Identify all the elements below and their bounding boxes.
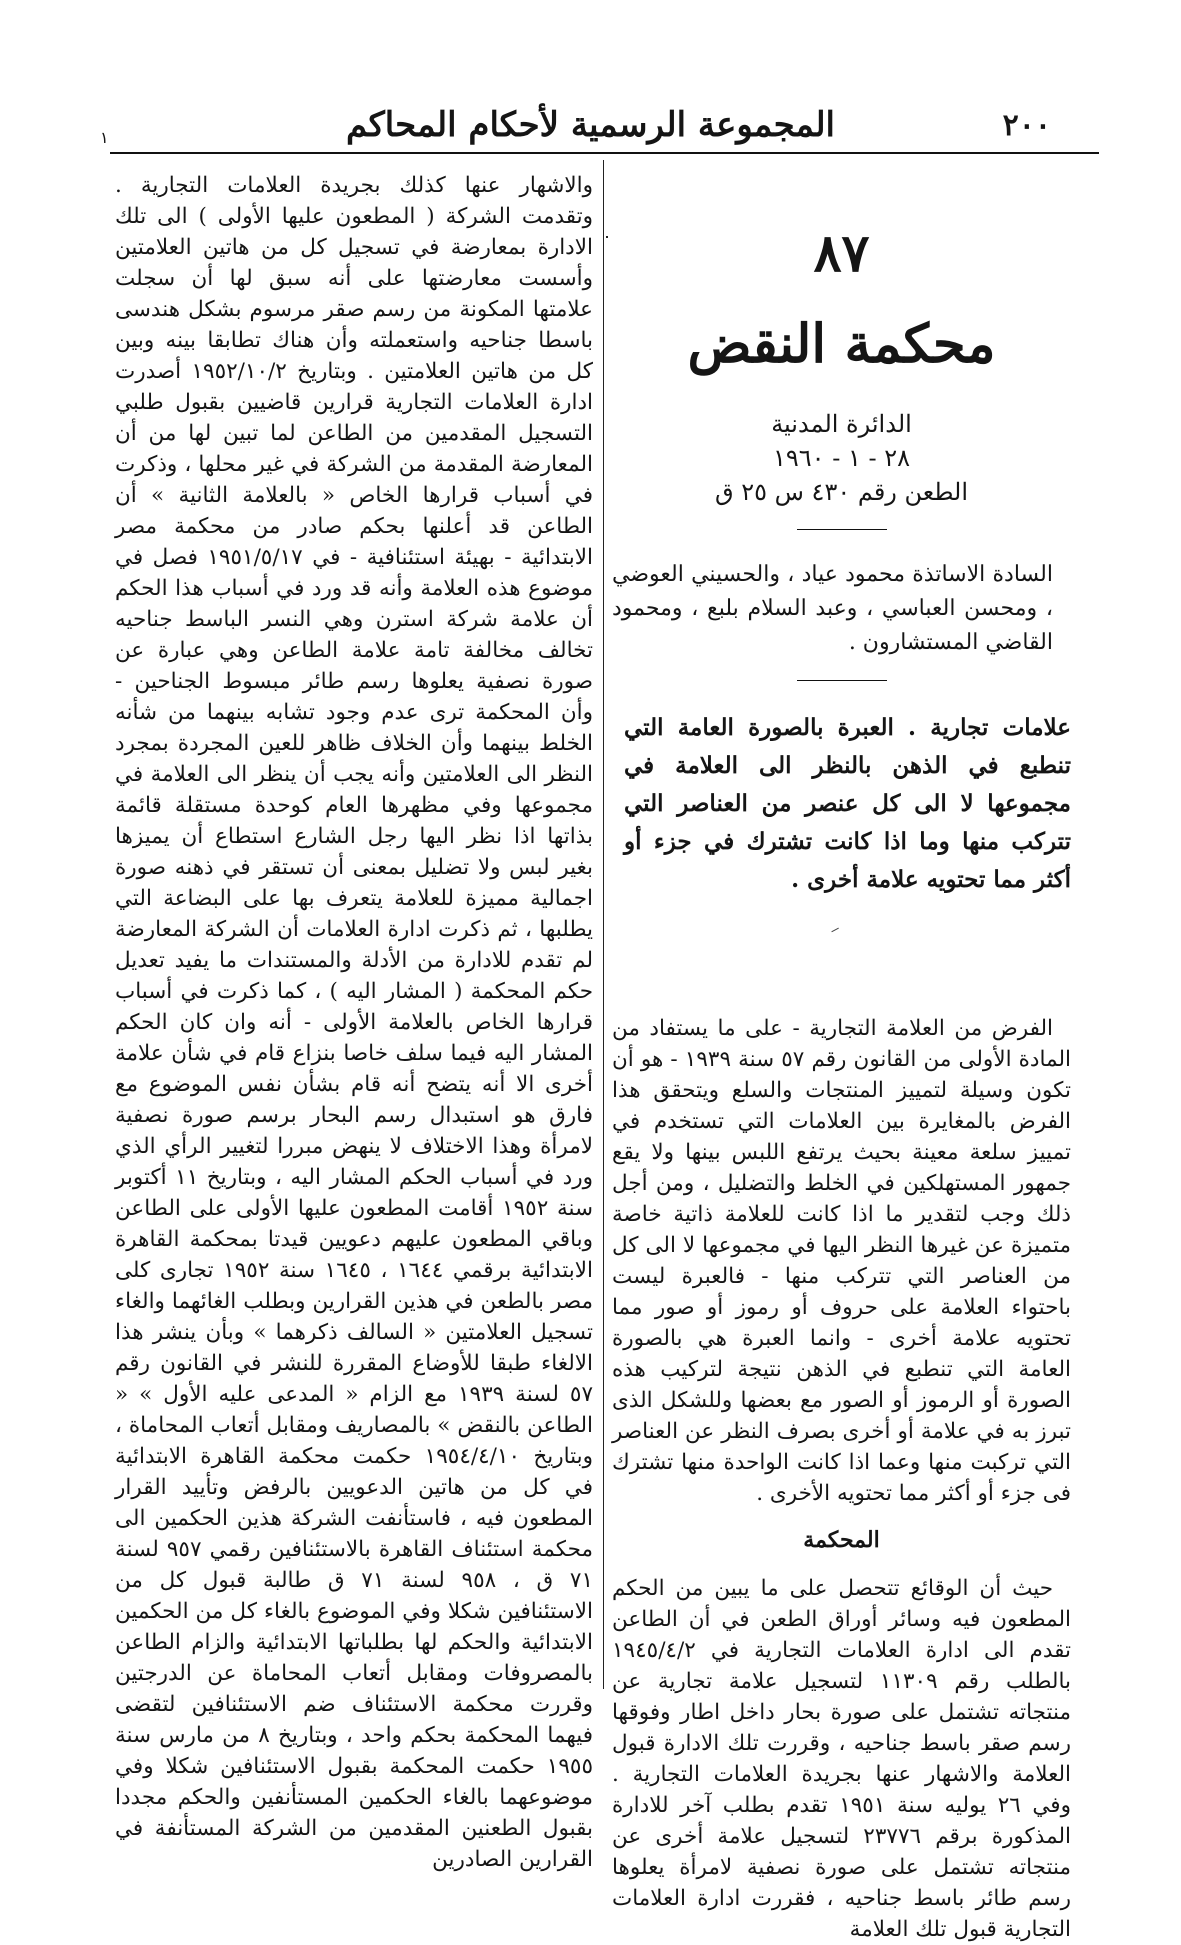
section-title: المحكمة (803, 1527, 880, 1553)
short-rule (797, 529, 887, 530)
running-title: المجموعة الرسمية لأحكام المحاكم (345, 105, 836, 145)
short-rule (797, 680, 887, 681)
decision-number: ٨٧ (813, 223, 870, 284)
decision-date: ٢٨ - ١ - ١٩٦٠ (773, 444, 910, 472)
case-meta (612, 407, 1071, 509)
chamber-name: الدائرة المدنية (771, 410, 912, 438)
left-column-text (115, 170, 593, 1875)
court-name: محكمة النقض (687, 313, 996, 375)
appeal-number: الطعن رقم ٤٣٠ س ٢٥ ق (714, 478, 969, 506)
headnote: علامات تجارية . العبرة بالصورة العامة التي تنطبع في الذهن بالنظر الى العلامة في مجموعها لا الى كل عنصر من العناصر التي تتركب منها وما اذا كانت تشترك في جزء أو أكثر مما تحتويه علامة أخرى . (624, 714, 1071, 893)
judges-list: السادة الاساتذة محمود عياد ، والحسيني العوضي ، ومحسن العباسي ، وعبد السلام بلبع ، ومحمود القاضي المستشارون . (612, 562, 1053, 655)
small-divider-mark (807, 929, 877, 941)
column-dot-mark (606, 236, 608, 238)
left-column (115, 170, 594, 1872)
column-divider (603, 160, 604, 1689)
facts-paragraph: حيث أن الوقائع تتحصل على ما يبين من الحكم المطعون فيه وسائر أوراق الطعن في أن الطاعن تقدم الى ادارة العلامات التجارية في ١٩٤٥/٤/٢ بالطلب رقم ١١٣٠٩ لتسجيل علامة تجارية عن منتجاته تشتمل على صورة بحار داخل اطار وفوقها رسم صقر باسط جناحيه ، وقررت تلك الادارة قبول العلامة والاشهار عنها بجريدة العلامات التجارية . وفي ٢٦ يوليه سنة ١٩٥١ تقدم بطلب آخر للادارة المذكورة برقم ٢٣٧٧٦ لتسجيل علامة أخرى عن منتجاته تشتمل على صورة نصفية لامرأة يعلوها رسم طائر باسط جناحيه ، فقررت ادارة العلامات التجارية قبول تلك العلامة (612, 1576, 1071, 1942)
header-mark: ١ (100, 128, 109, 147)
left-column-paragraph: والاشهار عنها كذلك بجريدة العلامات التجارية . وتقدمت الشركة ( المطعون عليها الأولى ) الى تلك الادارة بمعارضة في تسجيل كل من هاتين العلامتين وأسست معارضتها على أنه سبق لها أن سجلت علامتها المكونة من رسم صقر مرسوم بشكل هندسى باسطا جناحيه واستعملته وأن هناك تطابقا بينه وبين كل من هاتين العلامتين . وبتاريخ ١٩٥٢/١٠/٢ أصدرت ادارة العلامات التجارية قرارين قاضيين بقبول طلبي التسجيل المقدمين من الطاعن لما تبين لها من أن المعارضة المقدمة من الشركة في غير محلها ، وذكرت في أسباب قرارها الخاص « بالعلامة الثانية » أن الطاعن قد أعلنها بحكم صادر من محكمة مصر الابتدائية - بهيئة استئنافية - في ١٩٥١/٥/١٧ فصل في موضوع هذه العلامة وأنه قد ورد في أسباب هذا الحكم أن علامة شركة استرن وهي النسر الباسط جناحيه تخالف مخالفة تامة علامة الطاعن وهي عبارة عن صورة نصفية يعلوها رسم طائر مبسوط الجناحين - وأن المحكمة ترى عدم وجود تشابه بينهما من شأنه الخلط بينهما وأن الخلاف ظاهر للعين المجردة بمجرد النظر الى العلامتين وأنه يجب أن ينظر الى العلامة في مجموعها وفي مظهرها العام كوحدة مستقلة قائمة بذاتها اذا نظر اليها رجل الشارع استطاع أن يميزها بغير لبس ولا تضليل بمعنى أن تستقر في ذهنه صورة اجمالية مميزة للعلامة يتعرف بها على البضاعة التي يطلبها ، ثم ذكرت ادارة العلامات أن الشركة المعارضة لم تقدم للادارة من الأدلة والمستندات ما يفيد تعديل حكم المحكمة ( المشار اليه ) ، كما ذكرت في أسباب قرارها الخاص بالعلامة الأولى - أنه وان كان الحكم المشار اليه فيما سلف خاصا بنزاع قام في شأن علامة أخرى الا أنه يتضح أنه قام بشأن نفس الموضوع مع فارق هو استبدال رسم البحار برسم صورة نصفية لامرأة وهذا الاختلاف لا ينهض مبررا لتغيير الرأي الذي ورد في أسباب الحكم المشار اليه ، وبتاريخ ١١ أكتوبر سنة ١٩٥٢ أقامت المطعون عليها الأولى على الطاعن وباقي المطعون عليهم دعويين قيدتا بمحكمة القاهرة الابتدائية برقمي ١٦٤٤ ، ١٦٤٥ سنة ١٩٥٢ تجارى كلى مصر بالطعن في هذين القرارين وبطلب الغائهما والغاء تسجيل العلامتين « السالف ذكرهما » وبأن ينشر هذا الالغاء طبقا للأوضاع المقررة للنشر في القانون رقم ٥٧ لسنة ١٩٣٩ مع الزام « المدعى عليه الأول » « الطاعن بالنقض » بالمصاريف ومقابل أتعاب المحاماة ، وبتاريخ ١٩٥٤/٤/١٠ حكمت محكمة القاهرة الابتدائية في كل من هاتين الدعويين بالرفض وتأييد القرار المطعون فيه ، فاستأنفت الشركة هذين الحكمين الى محكمة استئناف القاهرة بالاستئنافين رقمي ٩٥٧ لسنة ٧١ ق ، ٩٥٨ لسنة ٧١ ق طالبة قبول كل من الاستئنافين شكلا وفي الموضوع بالغاء كل من الحكمين الابتدائية والحكم لها بطلباتها الابتدائية والزام الطاعن بالمصروفات ومقابل أتعاب المحاماة عن الدرجتين وقررت محكمة الاستئناف ضم الاستئنافين لتقضى فيهما المحكمة بحكم واحد ، وبتاريخ ٨ من مارس سنة ١٩٥٥ حكمت المحكمة بقبول الاستئنافين شكلا وفي موضوعهما بالغاء الحكمين المستأنفين والحكم مجددا بقبول الطعنين المقدمين من الشركة المستأنفة في القرارين الصادرين (115, 173, 594, 1872)
summary-paragraph: الفرض من العلامة التجارية - على ما يستفاد من المادة الأولى من القانون رقم ٥٧ سنة ١٩٣٩ - هو أن تكون وسيلة لتمييز المنتجات والسلع ويتحقق هذا الفرض بالمغايرة بين العلامات التي تستخدم في تمييز سلعة معينة بحيث يرتفع اللبس بينها ولا يقع جمهور المستهلكين في الخلط والتضليل ، ومن أجل ذلك وجب لتقدير ما اذا كانت للعلامة ذاتية خاصة متميزة عن غيرها النظر اليها في مجموعها لا الى كل من العناصر التي تتركب منها - فالعبرة ليست باحتواء العلامة على حروف أو رموز أو صور مما تحتويه علامة أخرى - وانما العبرة هي بالصورة العامة التي تنطبع في الذهن نتيجة لتركيب هذه الصورة أو الرموز أو الصور مع بعضها وللشكل الذى تبرز به في علامة أو أخرى بصرف النظر عن العناصر التي تركبت منها وعما اذا كانت الواحدة منها تشترك فى جزء أو أكثر مما تحتويه الأخرى . (612, 1016, 1071, 1506)
page-number: ٢٠٠ (1002, 108, 1051, 143)
right-column (612, 170, 1071, 1942)
header-rule (110, 152, 1099, 154)
facts-section (612, 1573, 1071, 1945)
legal-summary (612, 1013, 1071, 1509)
page-header (95, 100, 1086, 160)
